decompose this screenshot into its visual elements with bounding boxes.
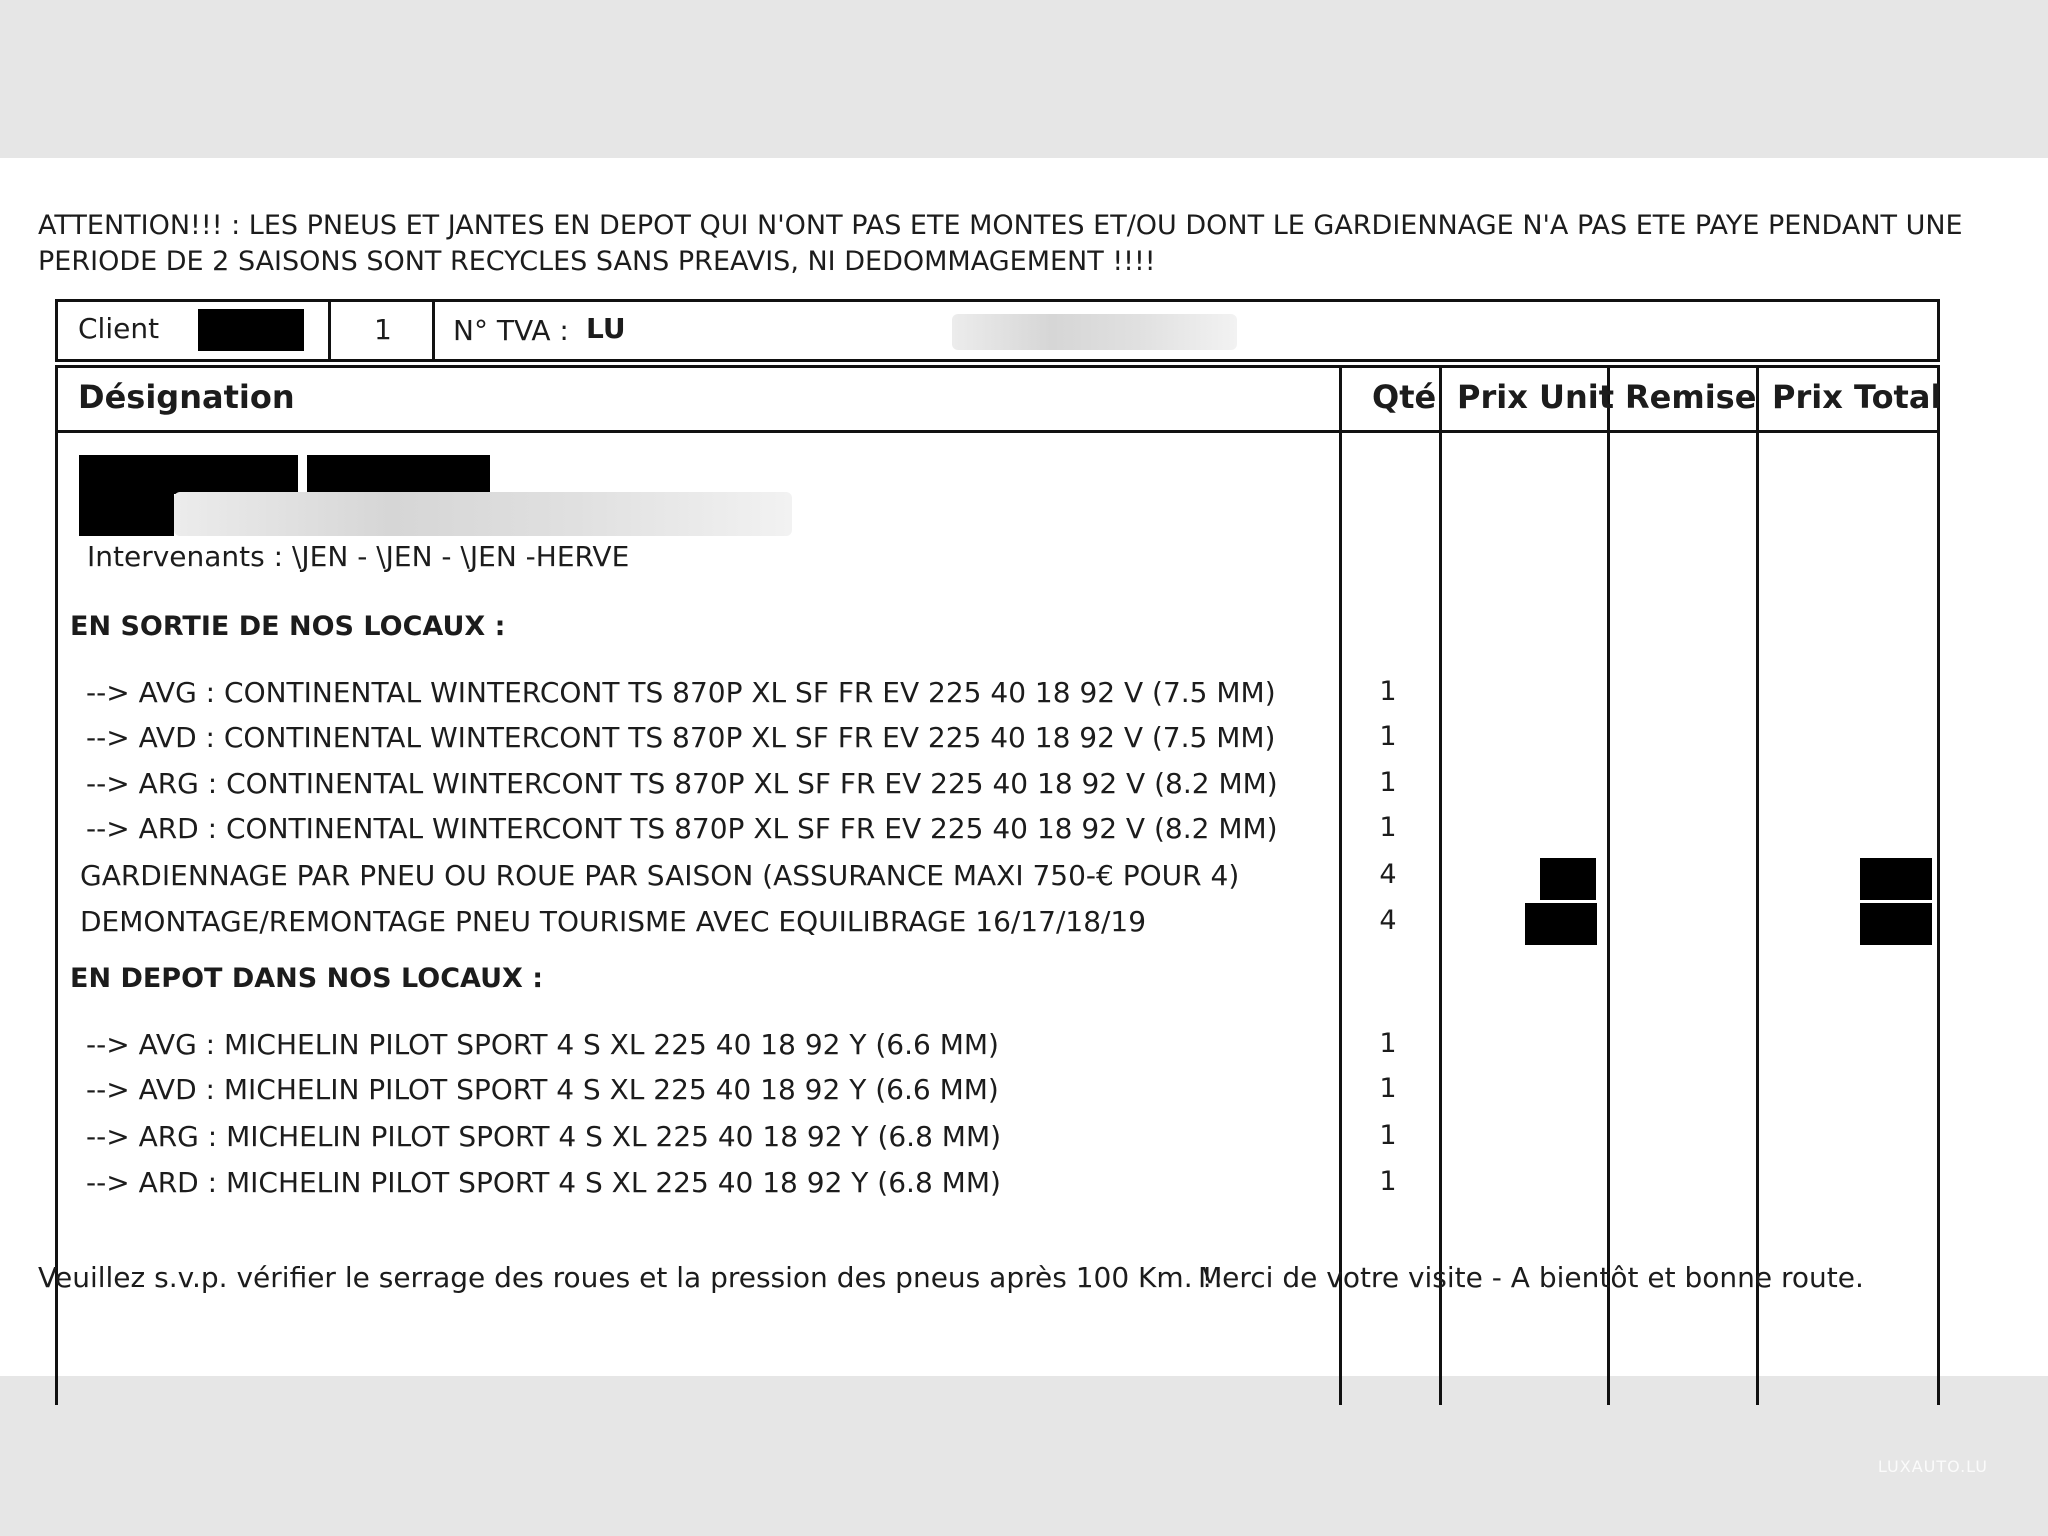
line-item-text: --> ARD : CONTINENTAL WINTERCONT TS 870P XL SF FR EV 225 40 18 92 V (8.2 MM) xyxy=(86,812,1278,845)
section-title-out: EN SORTIE DE NOS LOCAUX : xyxy=(70,611,506,642)
table-left-border xyxy=(55,365,58,1405)
total-price-redaction xyxy=(1860,858,1932,900)
footer-check-notice: Veuillez s.v.p. vérifier le serrage des roues et la pression des pneus après 100 Km. !! xyxy=(38,1261,1224,1294)
vehicle-redaction-1 xyxy=(79,455,298,494)
vehicle-redaction-2 xyxy=(307,455,490,494)
line-item-text: --> AVD : MICHELIN PILOT SPORT 4 S XL 225 40 18 92 Y (6.6 MM) xyxy=(86,1073,999,1106)
vat-label: N° TVA : xyxy=(453,314,569,347)
client-divider-2 xyxy=(432,299,435,362)
total-price-redaction xyxy=(1860,903,1932,945)
client-number: 1 xyxy=(374,313,392,346)
line-item-qty: 4 xyxy=(1379,905,1397,936)
client-divider-1 xyxy=(328,299,331,362)
vehicle-info-blurred xyxy=(174,492,792,536)
line-item-qty: 1 xyxy=(1379,1073,1397,1104)
unit-price-redaction xyxy=(1525,903,1597,945)
header-designation: Désignation xyxy=(78,378,295,416)
header-qty: Qté xyxy=(1372,378,1437,416)
section-title-in: EN DEPOT DANS NOS LOCAUX : xyxy=(70,963,544,994)
line-item-text: --> AVG : MICHELIN PILOT SPORT 4 S XL 225 40 18 92 Y (6.6 MM) xyxy=(86,1028,999,1061)
line-item-qty: 1 xyxy=(1379,1028,1397,1059)
header-total-price: Prix Total xyxy=(1772,378,1942,416)
line-item-qty: 1 xyxy=(1379,1120,1397,1151)
header-discount: Remise xyxy=(1625,378,1757,416)
unit-price-redaction xyxy=(1540,858,1596,900)
line-item-qty: 1 xyxy=(1379,721,1397,752)
line-item-text: --> ARD : MICHELIN PILOT SPORT 4 S XL 225 40 18 92 Y (6.8 MM) xyxy=(86,1166,1001,1199)
line-item-qty: 1 xyxy=(1379,812,1397,843)
vehicle-redaction-3 xyxy=(79,494,174,536)
attention-notice-line-1: ATTENTION!!! : LES PNEUS ET JANTES EN DEPOT QUI N'ONT PAS ETE MONTES ET/OU DONT LE GARDIENNAGE N'A PAS ETE PAYE PENDANT UNE xyxy=(38,210,1963,241)
line-item-text: --> ARG : CONTINENTAL WINTERCONT TS 870P XL SF FR EV 225 40 18 92 V (8.2 MM) xyxy=(86,767,1278,800)
attention-notice-line-2: PERIODE DE 2 SAISONS SONT RECYCLES SANS PREAVIS, NI DEDOMMAGEMENT !!!! xyxy=(38,246,1156,277)
column-divider-unit-price xyxy=(1439,365,1442,1405)
line-item-text: --> AVG : CONTINENTAL WINTERCONT TS 870P XL SF FR EV 225 40 18 92 V (7.5 MM) xyxy=(86,676,1276,709)
intervenants-line: Intervenants : \JEN - \JEN - \JEN -HERVE xyxy=(87,540,630,573)
column-divider-discount xyxy=(1607,365,1610,1405)
client-label: Client xyxy=(78,312,160,345)
header-top-border xyxy=(55,365,1940,368)
line-item-text: --> ARG : MICHELIN PILOT SPORT 4 S XL 225 40 18 92 Y (6.8 MM) xyxy=(86,1120,1002,1153)
client-name-redaction xyxy=(198,309,304,351)
watermark: LUXAUTO.LU xyxy=(1877,1457,1988,1476)
invoice-sheet xyxy=(0,158,2048,1376)
line-item-qty: 1 xyxy=(1379,767,1397,798)
attention-notice xyxy=(38,208,1963,280)
line-item-qty: 1 xyxy=(1379,676,1397,707)
vat-country: LU xyxy=(586,312,626,345)
header-unit-price: Prix Unit xyxy=(1457,378,1615,416)
table-right-border xyxy=(1937,365,1940,1405)
column-divider-qty xyxy=(1339,365,1342,1405)
line-item-qty: 1 xyxy=(1379,1166,1397,1197)
line-item-text: GARDIENNAGE PAR PNEU OU ROUE PAR SAISON (ASSURANCE MAXI 750-€ POUR 4) xyxy=(80,859,1240,892)
line-item-text: --> AVD : CONTINENTAL WINTERCONT TS 870P XL SF FR EV 225 40 18 92 V (7.5 MM) xyxy=(86,721,1276,754)
column-divider-total xyxy=(1756,365,1759,1405)
vat-number-blurred xyxy=(952,314,1237,350)
line-item-qty: 4 xyxy=(1379,859,1397,890)
header-bottom-border xyxy=(55,430,1940,433)
line-item-text: DEMONTAGE/REMONTAGE PNEU TOURISME AVEC EQUILIBRAGE 16/17/18/19 xyxy=(80,905,1147,938)
footer-thanks: Merci de votre visite - A bientôt et bonne route. xyxy=(1198,1261,1864,1294)
